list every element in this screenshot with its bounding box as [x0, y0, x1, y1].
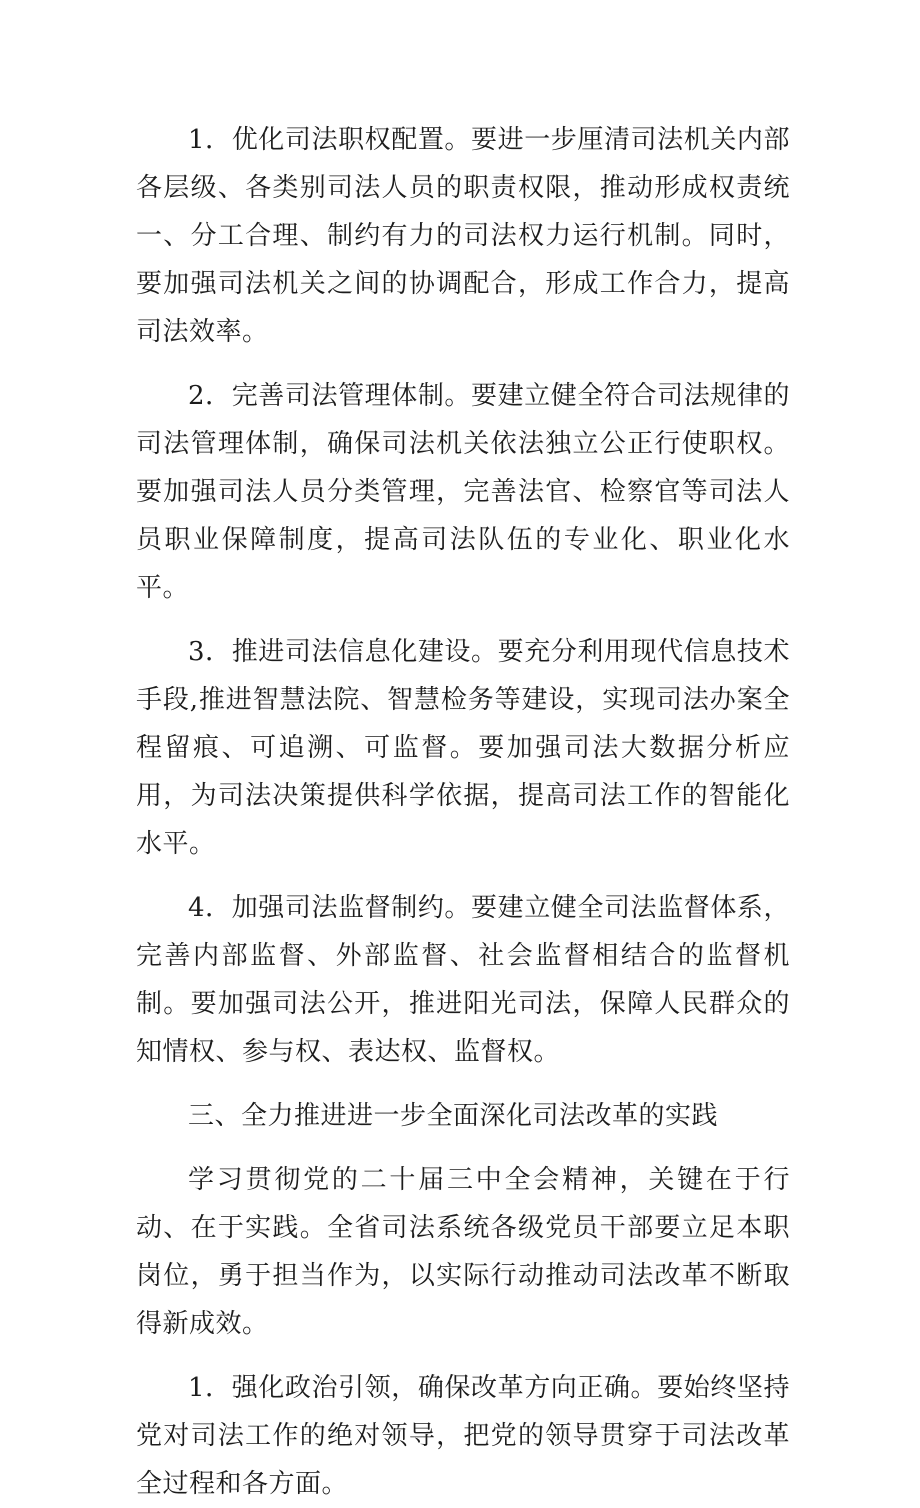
paragraph-improve-judicial-management: 2．完善司法管理体制。要建立健全符合司法规律的司法管理体制，确保司法机关依法独立公正行使职权。要加强司法人员分类管理，完善法官、检察官等司法人员职业保障制度，提高司法队伍的专业化、职业化水平。: [136, 381, 790, 603]
section-heading-three: 三、全力推进进一步全面深化司法改革的实践: [188, 1101, 719, 1131]
paragraph-study-implement: 学习贯彻党的二十届三中全会精神，关键在于行动、在于实践。全省司法系统各级党员干部要立足本职岗位，勇于担当作为，以实际行动推动司法改革不断取得新成效。: [136, 1165, 790, 1339]
document-body: [136, 116, 790, 1508]
paragraph-judicial-supervision: 4．加强司法监督制约。要建立健全司法监督体系，完善内部监督、外部监督、社会监督相结合的监督机制。要加强司法公开，推进阳光司法，保障人民群众的知情权、参与权、表达权、监督权。: [136, 893, 790, 1067]
paragraph-optimize-judicial-powers: 1．优化司法职权配置。要进一步厘清司法机关内部各层级、各类别司法人员的职责权限，推动形成权责统一、分工合理、制约有力的司法权力运行机制。同时，要加强司法机关之间的协调配合，形成工作合力，提高司法效率。: [136, 125, 790, 347]
paragraph-political-guidance: 1．强化政治引领，确保改革方向正确。要始终坚持党对司法工作的绝对领导，把党的领导贯穿于司法改革全过程和各方面。: [136, 1373, 790, 1499]
paragraph-judicial-informatization: 3．推进司法信息化建设。要充分利用现代信息技术手段,推进智慧法院、智慧检务等建设，实现司法办案全程留痕、可追溯、可监督。要加强司法大数据分析应用，为司法决策提供科学依据，提高司法工作的智能化水平。: [136, 637, 790, 859]
